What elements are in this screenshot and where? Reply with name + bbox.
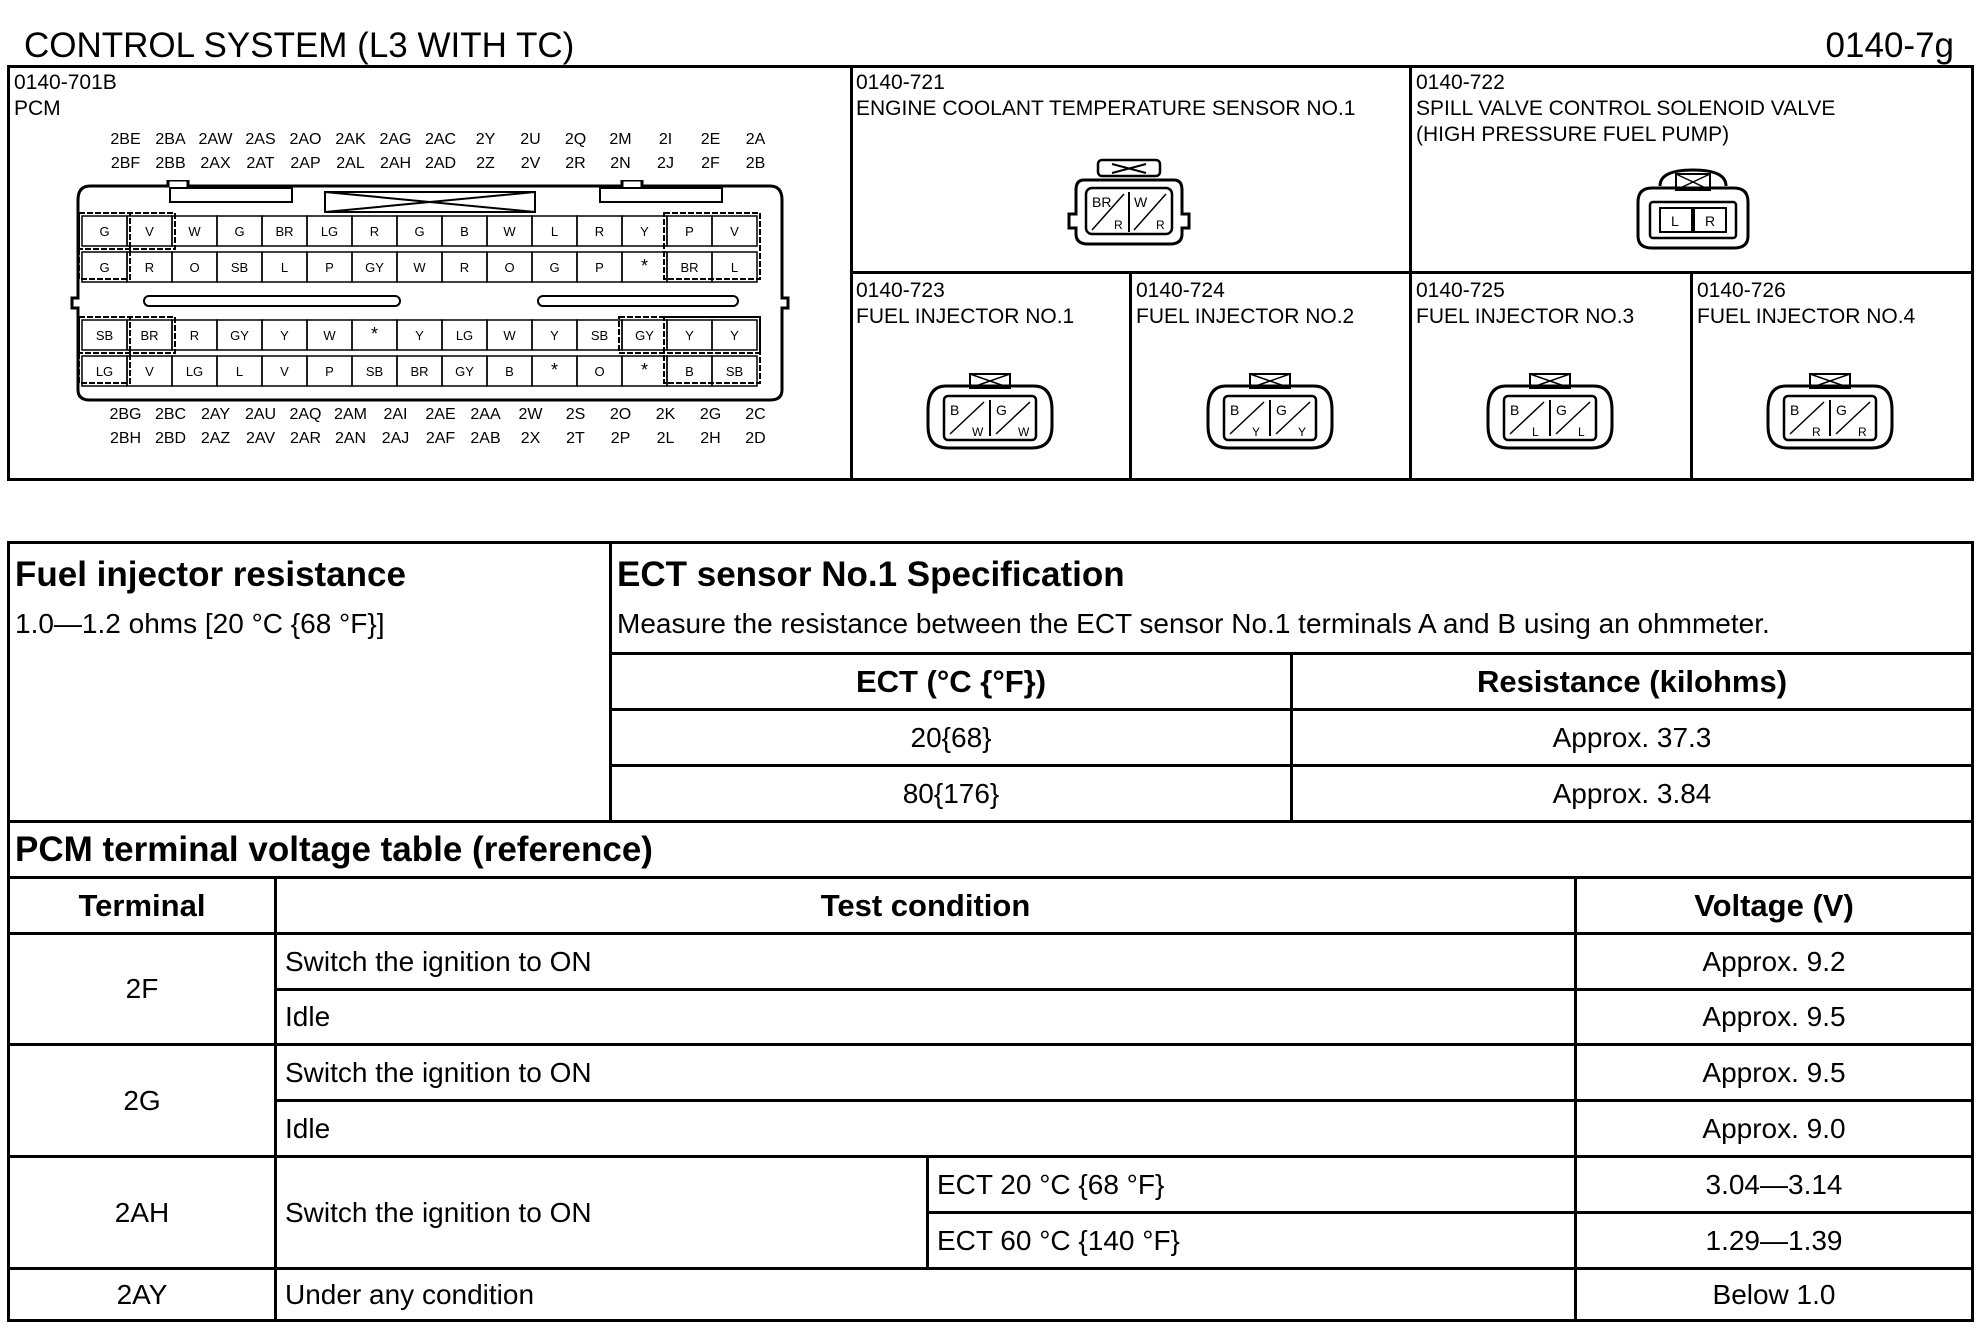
pcm-pin-wire-color: Y xyxy=(640,224,649,239)
pcm-pin-wire-color: G xyxy=(99,260,110,275)
injector1-pin-bottom-left: W xyxy=(972,425,984,439)
terminal-2f-voltage1: Approx. 9.2 xyxy=(1702,945,1846,977)
pcm-bottom-label-r1-11: 2O xyxy=(609,406,632,423)
ect-row1-temp: 20{68} xyxy=(910,721,992,753)
pcm-code: 0140-701B xyxy=(14,71,117,94)
pcm-pin-wire-color: Y xyxy=(550,328,559,343)
injector4-pin-top-right: G xyxy=(1836,402,1847,418)
injector3-connector-drawing xyxy=(1482,370,1618,452)
spill-connector-name-line2: (HIGH PRESSURE FUEL PUMP) xyxy=(1416,123,1730,146)
pcm-pin-wire-color: W xyxy=(323,328,336,343)
terminal-2ay-condition: Under any condition xyxy=(285,1278,535,1310)
pcm-pin-wire-color: L xyxy=(235,364,244,379)
terminal-2f: 2F xyxy=(125,973,159,1004)
pcm-pin-wire-color: LG xyxy=(185,364,204,379)
pcm-pin-wire-color: SB xyxy=(230,260,249,275)
injector2-code: 0140-724 xyxy=(1136,279,1225,302)
pcm-pin-wire-color: R xyxy=(144,260,155,275)
pcm-bottom-label-r2-9: 2X xyxy=(520,430,541,447)
pcm-pin-wire-color: R xyxy=(369,224,380,239)
pcm-top-labels-row2 xyxy=(103,154,778,174)
injector2-pin-bottom-right: Y xyxy=(1298,425,1307,439)
injector2-pin-top-left: B xyxy=(1230,402,1240,418)
terminal-2g-voltage2: Approx. 9.0 xyxy=(1702,1112,1846,1144)
terminal-2ah-condition: Switch the ignition to ON xyxy=(285,1196,592,1228)
ect-connector-name: ENGINE COOLANT TEMPERATURE SENSOR NO.1 xyxy=(856,97,1356,120)
terminal-2ah-voltage2: 1.29—1.39 xyxy=(1705,1224,1843,1256)
ect-col-header: ECT (°C {°F}) xyxy=(855,663,1047,699)
pcm-pin-wire-color: G xyxy=(414,224,425,239)
pcm-bottom-label-r1-8: 2AA xyxy=(470,406,501,423)
pcm-pin-wire-color: Y xyxy=(280,328,289,343)
pcm-top-label-r1-5: 2AK xyxy=(335,131,366,148)
spill-pin-right: R xyxy=(1705,213,1716,229)
pcm-pin-wire-color: BR xyxy=(140,328,159,343)
pcm-pin-wire-color: O xyxy=(189,260,200,275)
pcm-bottom-label-r2-1: 2BD xyxy=(154,430,187,447)
pcm-pin-wire-color: LG xyxy=(95,364,114,379)
spill-connector-name-line1: SPILL VALVE CONTROL SOLENOID VALVE xyxy=(1416,97,1836,120)
injector4-code: 0140-726 xyxy=(1697,279,1786,302)
pcm-bottom-label-r1-10: 2S xyxy=(565,406,586,423)
pcm-top-label-r2-1: 2BB xyxy=(155,155,186,172)
ect-connector-drawing xyxy=(1066,156,1192,248)
pcm-pin-wire-color: B xyxy=(505,364,514,379)
pcm-bottom-labels-row2 xyxy=(103,429,778,449)
pcm-top-label-r1-8: 2Y xyxy=(475,131,496,148)
ect-spec-instruction: Measure the resistance between the ECT sensor No.1 terminals A and B using an ohmmeter. xyxy=(617,608,1770,639)
terminal-2f-condition2: Idle xyxy=(285,1001,331,1032)
terminal-2g: 2G xyxy=(123,1084,161,1116)
pcm-pin-wire-color: R xyxy=(459,260,470,275)
terminal-2ah-voltage1: 3.04—3.14 xyxy=(1705,1168,1843,1200)
pcm-top-label-r1-4: 2AO xyxy=(289,131,322,148)
pcm-pin-wire-color: Y xyxy=(415,328,424,343)
pcm-pin-wire-color: * xyxy=(640,256,649,276)
fuel-injector-title: Fuel injector resistance xyxy=(15,555,406,594)
pcm-pin-wire-color: * xyxy=(370,324,379,344)
pcm-pin-wire-color: O xyxy=(594,364,605,379)
injector2-name: FUEL INJECTOR NO.2 xyxy=(1136,305,1355,328)
injector2-pin-bottom-left: Y xyxy=(1252,425,1261,439)
injector1-name: FUEL INJECTOR NO.1 xyxy=(856,305,1075,328)
pcm-bottom-label-r1-7: 2AE xyxy=(425,406,456,423)
pcm-pin-wire-color: O xyxy=(504,260,515,275)
pcm-pin-wire-color: P xyxy=(685,224,694,239)
terminal-2f-condition1: Switch the ignition to ON xyxy=(285,945,592,977)
pcm-top-label-r1-1: 2BA xyxy=(155,131,186,148)
injector4-pin-top-left: B xyxy=(1790,402,1800,418)
injector3-name: FUEL INJECTOR NO.3 xyxy=(1416,305,1635,328)
ect-row2-resistance: Approx. 3.84 xyxy=(1552,777,1712,809)
pcm-pin-wire-color: B xyxy=(460,224,469,239)
pcm-top-label-r1-13: 2E xyxy=(700,131,721,148)
pcm-top-label-r2-8: 2Z xyxy=(476,155,495,172)
pcm-bottom-label-r2-12: 2L xyxy=(656,430,675,447)
injector4-connector-drawing xyxy=(1762,370,1898,452)
pcm-bottom-label-r1-14: 2C xyxy=(745,406,766,423)
pcm-bottom-label-r1-13: 2G xyxy=(699,406,722,423)
pcm-bottom-label-r1-6: 2AI xyxy=(383,406,408,423)
terminal-2g-condition2: Idle xyxy=(285,1112,331,1144)
injector1-connector-drawing xyxy=(922,370,1058,452)
ect-spec-title: ECT sensor No.1 Specification xyxy=(617,555,1125,594)
page-code: 0140-7g xyxy=(1825,26,1954,65)
pcm-top-label-r2-2: 2AX xyxy=(200,155,231,172)
spill-connector-drawing xyxy=(1630,164,1756,252)
injector3-pin-bottom-left: L xyxy=(1532,425,1539,439)
pcm-top-label-r2-4: 2AP xyxy=(290,155,321,172)
pcm-top-label-r1-14: 2A xyxy=(745,131,766,148)
pcm-connector-drawing xyxy=(70,180,790,402)
pcm-pin-wire-color: GY xyxy=(365,260,384,275)
pcm-bottom-label-r2-3: 2AV xyxy=(245,430,276,447)
pcm-pin-wire-color: R xyxy=(189,328,200,343)
pcm-pin-wire-color: V xyxy=(145,364,154,379)
pcm-pin-wire-color: P xyxy=(325,364,334,379)
pcm-pin-wire-color: BR xyxy=(410,364,429,379)
pcm-name: PCM xyxy=(14,97,61,120)
terminal-2ah-subcondition2: ECT 60 °C {140 °F} xyxy=(937,1224,1180,1256)
pcm-top-label-r2-14: 2B xyxy=(745,155,766,172)
terminal-2g-voltage1: Approx. 9.5 xyxy=(1702,1056,1846,1088)
pcm-top-label-r2-7: 2AD xyxy=(424,155,457,172)
pcm-bottom-label-r1-4: 2AQ xyxy=(289,406,322,423)
pcm-table-title: PCM terminal voltage table (reference) xyxy=(15,830,653,869)
ect-pin-bottom-left: R xyxy=(1114,218,1123,232)
terminal-2ay: 2AY xyxy=(116,1278,168,1310)
pcm-pin-wire-color: V xyxy=(730,224,739,239)
pcm-pin-wire-color: BR xyxy=(275,224,294,239)
injector2-connector-drawing xyxy=(1202,370,1338,452)
pcm-pin-wire-color: L xyxy=(550,224,559,239)
pcm-top-label-r1-10: 2Q xyxy=(564,131,587,148)
injector3-pin-top-left: B xyxy=(1510,402,1520,418)
pcm-pin-wire-color: BR xyxy=(680,260,699,275)
pcm-bottom-label-r2-5: 2AN xyxy=(334,430,367,447)
pcm-pin-wire-color: G xyxy=(99,224,110,239)
pcm-bottom-label-r2-4: 2AR xyxy=(289,430,322,447)
pcm-top-label-r1-7: 2AC xyxy=(424,131,457,148)
pcm-top-label-r2-0: 2BF xyxy=(110,155,141,172)
ect-row2-temp: 80{176} xyxy=(902,777,1000,809)
pcm-pin-wire-color: W xyxy=(503,224,516,239)
terminal-2ah-subcondition1: ECT 20 °C {68 °F} xyxy=(937,1168,1165,1200)
pcm-bottom-label-r1-12: 2K xyxy=(655,406,676,423)
pcm-pin-wire-color: GY xyxy=(635,328,654,343)
pcm-pin-wire-color: LG xyxy=(455,328,474,343)
pcm-pin-wire-color: SB xyxy=(95,328,114,343)
terminal-2g-condition1: Switch the ignition to ON xyxy=(285,1056,592,1088)
pcm-bottom-label-r2-10: 2T xyxy=(566,430,585,447)
pcm-top-label-r2-10: 2R xyxy=(565,155,586,172)
pcm-bottom-label-r2-11: 2P xyxy=(610,430,631,447)
ect-connector-code: 0140-721 xyxy=(856,71,945,94)
pcm-top-label-r2-5: 2AL xyxy=(336,155,365,172)
spill-pin-left: L xyxy=(1671,213,1679,229)
pcm-top-label-r1-9: 2U xyxy=(520,131,541,148)
injector4-pin-bottom-left: R xyxy=(1812,425,1821,439)
pcm-top-label-r1-2: 2AW xyxy=(198,131,233,148)
pcm-top-label-r1-12: 2I xyxy=(658,131,673,148)
pcm-pin-wire-color: L xyxy=(280,260,289,275)
pcm-top-label-r2-12: 2J xyxy=(657,155,674,172)
spill-connector-code: 0140-722 xyxy=(1416,71,1505,94)
pcm-pin-wire-color: L xyxy=(730,260,739,275)
pcm-top-label-r1-0: 2BE xyxy=(110,131,141,148)
terminal-2f-voltage2: Approx. 9.5 xyxy=(1702,1001,1846,1032)
pcm-bottom-label-r1-1: 2BC xyxy=(154,406,187,423)
pcm-pin-wire-color: G xyxy=(234,224,245,239)
pcm-top-label-r2-13: 2F xyxy=(701,155,720,172)
pcm-pin-wire-color: Y xyxy=(685,328,694,343)
pcm-top-label-r2-6: 2AH xyxy=(379,155,412,172)
pcm-pin-wire-color: V xyxy=(280,364,289,379)
pcm-bottom-labels-row1 xyxy=(103,405,778,425)
pcm-pin-wire-color: GY xyxy=(455,364,474,379)
pcm-pin-wire-color: GY xyxy=(230,328,249,343)
pcm-bottom-label-r2-14: 2D xyxy=(745,430,766,447)
pcm-top-label-r1-3: 2AS xyxy=(245,131,276,148)
terminal-2ay-voltage: Below 1.0 xyxy=(1712,1278,1836,1310)
pcm-bottom-label-r1-9: 2W xyxy=(518,406,543,423)
fuel-injector-value: 1.0—1.2 ohms [20 °C {68 °F}] xyxy=(15,608,385,639)
pcm-bottom-label-r1-2: 2AY xyxy=(200,406,231,423)
pcm-pin-wire-color: W xyxy=(503,328,516,343)
pcm-pin-wire-color: * xyxy=(640,360,649,380)
injector2-pin-top-right: G xyxy=(1276,402,1287,418)
pcm-pin-wire-color: LG xyxy=(320,224,339,239)
pcm-pin-wire-color: SB xyxy=(725,364,744,379)
injector3-pin-bottom-right: L xyxy=(1578,425,1585,439)
pcm-bottom-label-r1-5: 2AM xyxy=(334,406,367,423)
injector3-pin-top-right: G xyxy=(1556,402,1567,418)
injector1-pin-bottom-right: W xyxy=(1018,425,1030,439)
pcm-top-label-r2-3: 2AT xyxy=(246,155,275,172)
injector1-pin-top-right: G xyxy=(996,402,1007,418)
pcm-bottom-label-r2-2: 2AZ xyxy=(200,430,231,447)
injector3-code: 0140-725 xyxy=(1416,279,1505,302)
pcm-pin-wire-color: R xyxy=(594,224,605,239)
condition-col-header: Test condition xyxy=(820,887,1031,923)
pcm-pin-wire-color: V xyxy=(145,224,154,239)
ect-pin-bottom-right: R xyxy=(1156,218,1165,232)
pcm-top-labels-row1 xyxy=(103,130,778,150)
injector1-code: 0140-723 xyxy=(856,279,945,302)
pcm-bottom-label-r1-0: 2BG xyxy=(109,406,142,423)
pcm-bottom-label-r2-8: 2AB xyxy=(470,430,501,447)
pcm-bottom-label-r2-13: 2H xyxy=(700,430,721,447)
pcm-pin-wire-color: Y xyxy=(730,328,739,343)
ect-pin-top-right: W xyxy=(1134,194,1148,210)
pcm-top-label-r2-11: 2N xyxy=(610,155,631,172)
voltage-col-header: Voltage (V) xyxy=(1694,887,1854,923)
pcm-pin-wire-color: * xyxy=(550,360,559,380)
page-title: CONTROL SYSTEM (L3 WITH TC) xyxy=(24,26,575,65)
pcm-pin-wire-color: SB xyxy=(365,364,384,379)
pcm-pin-wire-color: P xyxy=(595,260,604,275)
pcm-pin-wire-color: W xyxy=(188,224,201,239)
pcm-bottom-label-r2-7: 2AF xyxy=(425,430,456,447)
terminal-2ah: 2AH xyxy=(114,1196,170,1228)
pcm-pin-wire-color: G xyxy=(549,260,560,275)
pcm-pin-grid xyxy=(79,213,760,386)
injector1-pin-top-left: B xyxy=(950,402,960,418)
pcm-pin-wire-color: W xyxy=(413,260,426,275)
resistance-col-header: Resistance (kilohms) xyxy=(1476,663,1788,699)
pcm-pin-wire-color: P xyxy=(325,260,334,275)
injector4-name: FUEL INJECTOR NO.4 xyxy=(1697,305,1916,328)
pcm-bottom-label-r1-3: 2AU xyxy=(244,406,277,423)
pcm-bottom-label-r2-0: 2BH xyxy=(109,430,142,447)
injector4-pin-bottom-right: R xyxy=(1858,425,1867,439)
pcm-bottom-label-r2-6: 2AJ xyxy=(381,430,410,447)
pcm-pin-wire-color: SB xyxy=(590,328,609,343)
pcm-top-label-r2-9: 2V xyxy=(520,155,541,172)
ect-row1-resistance: Approx. 37.3 xyxy=(1552,721,1712,753)
terminal-col-header: Terminal xyxy=(78,887,206,923)
ect-pin-top-left: BR xyxy=(1092,194,1112,210)
pcm-pin-wire-color: B xyxy=(685,364,694,379)
pcm-top-label-r1-11: 2M xyxy=(609,131,632,148)
pcm-top-label-r1-6: 2AG xyxy=(379,131,412,148)
